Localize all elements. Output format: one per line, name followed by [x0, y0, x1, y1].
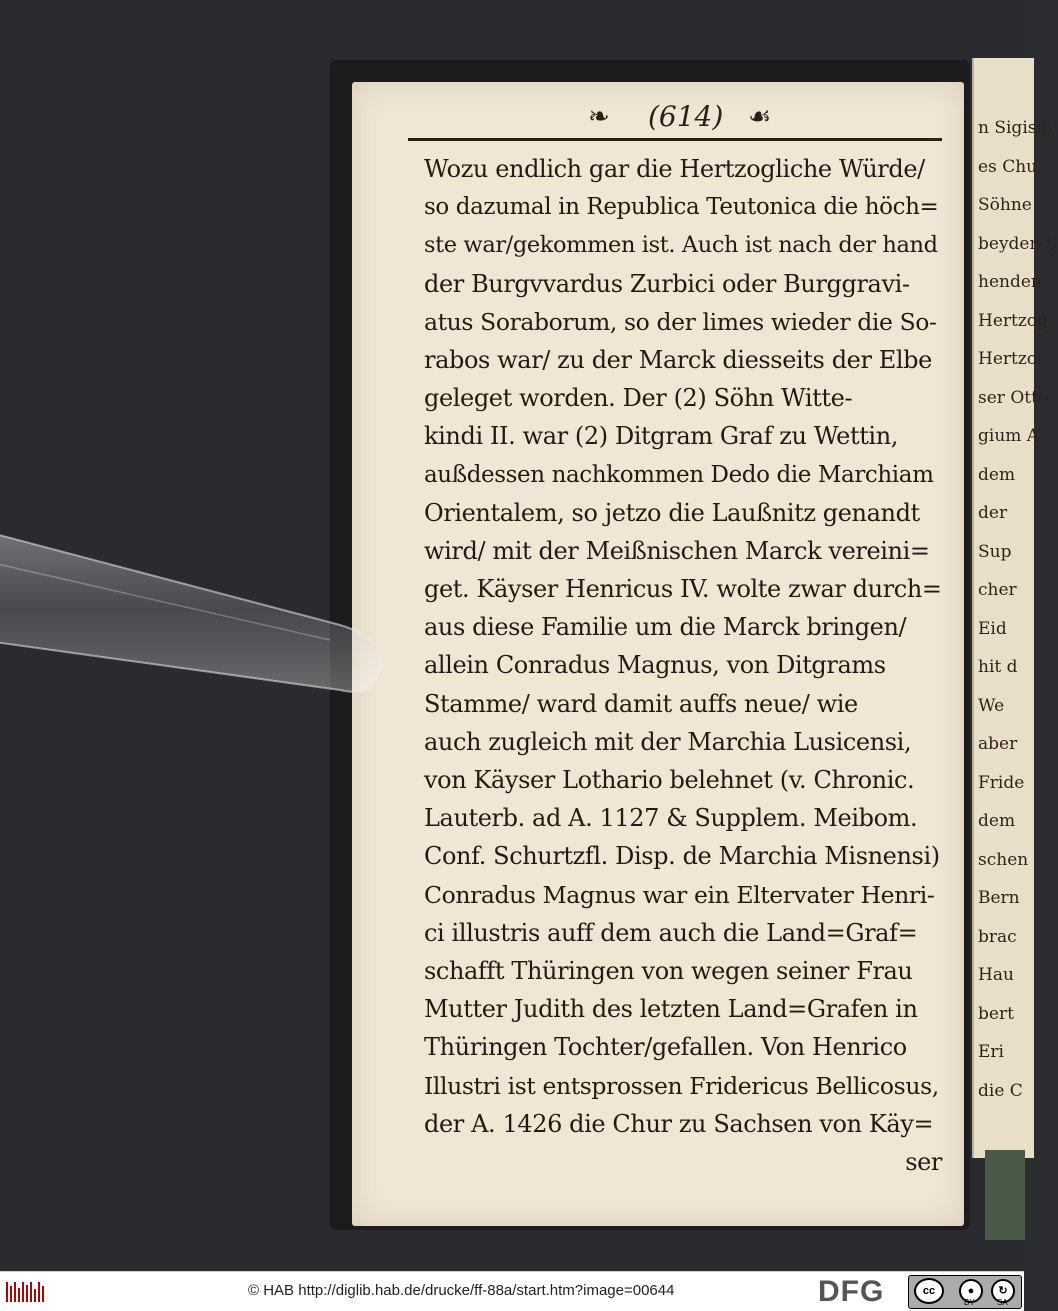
- text-line: der A. 1426 die Chur zu Sachsen von Käy=: [424, 1109, 934, 1138]
- facing-page-fragment: brac: [978, 926, 1017, 947]
- text-line: von Käyser Lothario belehnet (v. Chronic.: [424, 766, 915, 794]
- facing-page-fragment: Sup: [978, 541, 1012, 562]
- facing-page-fragment: aber: [978, 734, 1018, 754]
- cc-license-badge[interactable]: [908, 1275, 1022, 1309]
- right-ornament-icon: ☙: [748, 102, 772, 132]
- text-line: Lauterb. ad A. 1127 & Supplem. Meibom.: [424, 804, 918, 833]
- page-header: [408, 98, 942, 144]
- facing-page-fragment: die C: [978, 1080, 1023, 1101]
- text-line: Thüringen Tochter/gefallen. Von Henrico: [424, 1033, 907, 1062]
- facing-page: [972, 58, 1058, 1158]
- facing-page-fragment: dem: [978, 464, 1016, 485]
- footer-bar: [0, 1271, 1024, 1311]
- text-line: allein Conradus Magnus, von Ditgrams: [424, 651, 886, 680]
- facing-page-fragment: hit d: [978, 657, 1018, 677]
- facing-page-fragment: Hertzo: [978, 349, 1038, 369]
- text-line: Conf. Schurtzfl. Disp. de Marchia Misnensi): [424, 842, 940, 871]
- facing-page-fragment: der: [978, 503, 1008, 523]
- text-line: get. Käyser Henricus IV. wolte zwar durch=: [424, 575, 942, 604]
- facing-page-fragment: Bern: [978, 888, 1020, 908]
- facing-page-fragment: Söhne: [978, 195, 1032, 215]
- facing-page-fragment: beyden S: [978, 233, 1058, 254]
- dfg-logo: DFG: [818, 1275, 885, 1308]
- text-line: aus diese Familie um die Marck bringen/: [424, 613, 907, 642]
- text-line: Orientalem, so jetzo die Laußnitz genandt: [424, 498, 920, 527]
- facing-page-fragment: Hau: [978, 965, 1014, 985]
- text-line: ci illustris auff dem auch die Land=Graf=: [424, 918, 918, 947]
- facing-page-fragment: es Chu: [978, 156, 1038, 177]
- facing-page-fragment: We: [978, 695, 1005, 716]
- facing-page-fragment: gium A: [978, 426, 1040, 446]
- text-line: der Burgvvardus Zurbici oder Burggravi-: [424, 269, 910, 298]
- facing-page-fragment: bert: [978, 1003, 1014, 1024]
- page-number: (614): [648, 100, 724, 133]
- text-line: Illustri ist entsprossen Fridericus Bellicosus,: [424, 1071, 939, 1100]
- facing-page-fragment: n Sigism: [978, 118, 1053, 138]
- facing-page-fragment: Eid: [978, 618, 1007, 639]
- text-line: kindi II. war (2) Ditgram Graf zu Wettin,: [424, 422, 898, 451]
- text-line: geleget worden. Der (2) Söhn Witte-: [424, 384, 853, 413]
- facing-page-fragment: schen: [978, 849, 1029, 870]
- text-line: rabos war/ zu der Marck diesseits der Elbe: [424, 345, 932, 374]
- text-line: schafft Thüringen von wegen seiner Frau: [424, 956, 913, 985]
- text-line: atus Soraborum, so der limes wieder die So-: [424, 307, 937, 336]
- hab-logo-icon: [6, 1280, 46, 1304]
- text-line: ste war/gekommen ist. Auch ist nach der hand: [424, 232, 938, 259]
- text-line: Mutter Judith des letzten Land=Grafen in: [424, 995, 918, 1024]
- text-line: auch zugleich mit der Marchia Lusicensi,: [424, 727, 912, 756]
- page-holder-spatula: [0, 520, 400, 700]
- facing-page-edge: [985, 1150, 1025, 1240]
- page-text: [424, 150, 942, 1181]
- attribution-icon: ●: [959, 1279, 983, 1303]
- text-line: wird/ mit der Meißnischen Marck vereini=: [424, 536, 930, 565]
- by-label: BY: [964, 1298, 975, 1307]
- facing-page-fragment: Fride: [978, 772, 1025, 793]
- share-alike-icon: ↻: [991, 1279, 1015, 1303]
- header-rule: [408, 138, 942, 141]
- cc-icon: cc: [914, 1278, 944, 1304]
- left-ornament-icon: ❧: [588, 102, 610, 132]
- text-line: so dazumal in Republica Teutonica die höch=: [424, 194, 939, 221]
- facing-page-fragment: Hertzog: [978, 310, 1048, 331]
- facing-page-fragment: Eri: [978, 1042, 1004, 1062]
- facing-page-fragment: ser Otto: [978, 387, 1049, 408]
- catchword: ser: [905, 1147, 942, 1176]
- copyright-link[interactable]: © HAB http://diglib.hab.de/drucke/ff-88a/start.htm?image=00644: [248, 1282, 675, 1299]
- text-line: Stamme/ ward damit auffs neue/ wie: [424, 689, 858, 718]
- text-line: Wozu endlich gar die Hertzogliche Würde/: [424, 155, 925, 183]
- facing-page-fragment: dem: [978, 811, 1016, 831]
- text-line: außdessen nachkommen Dedo die Marchiam: [424, 461, 934, 488]
- facing-page-fragment: cher: [978, 580, 1017, 600]
- facing-page-fragment: henden: [978, 272, 1042, 292]
- text-line: Conradus Magnus war ein Eltervater Henri-: [424, 880, 935, 909]
- sa-label: SA: [997, 1298, 1008, 1307]
